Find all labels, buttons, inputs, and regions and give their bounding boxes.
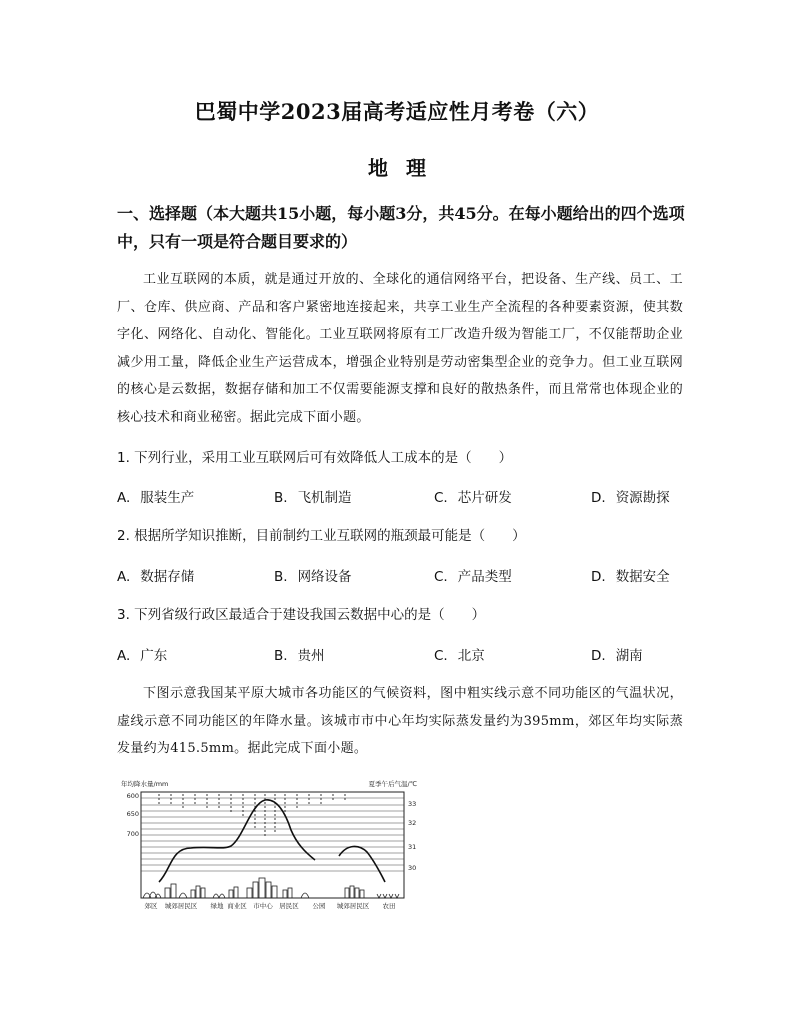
zone-label: 城郊居民区 [164,902,198,910]
zone-label: 城郊居民区 [336,902,370,910]
right-axis-label: 夏季午后气温/℃ [368,780,417,788]
option-d[interactable]: D. 资源勘探 [591,490,670,506]
section-heading: 一、选择题（本大题共15小题，每小题3分，共45分。在每小题给出的四个选项中，只有一项是符合题目要求的） [117,204,685,251]
zone-label: 公园 [312,902,326,910]
subject-title: 地理 [368,156,444,180]
option-b[interactable]: B. 飞机制造 [274,490,352,506]
climate-chart [119,778,419,913]
gridlines [141,798,404,871]
passage-1: 工业互联网的本质，就是通过开放的、全球化的通信网络平台，把设备、生产线、员工、工厂、仓库、供应商、产品和客户紧密地连接起来，共享工业生产全流程的各种要素资源，使其数字化、网络化、自动化、智能化。工业互联网将原有工厂改造升级为智能工厂，不仅能帮助企业减少用工量，降低企业生产运营成本，增强企业特别是劳动密集型企业的竞争力。但工业互联网的核心是云数据，数据存储和加工不仅需要能源支撑和良好的散热条件，而且常常也体现企业的核心技术和商业秘密。据此完成下面小题。 [117,272,683,425]
question-2-stem: 2. 根据所学知识推断，目前制约工业互联网的瓶颈最可能是（ ） [117,528,526,544]
temperature-curve-2 [339,846,385,882]
left-tick: 700 [126,830,139,838]
option-c[interactable]: C. 产品类型 [434,569,512,585]
zone-label: 农田 [382,902,396,910]
option-a[interactable]: A. 广东 [117,648,168,664]
zone-label: 市中心 [253,902,273,910]
option-b[interactable]: B. 贵州 [274,648,325,664]
zone-label: 居民区 [279,902,299,910]
option-d[interactable]: D. 数据安全 [591,569,670,585]
zone-label: 郊区 [144,902,158,910]
left-tick: 600 [126,792,139,800]
zone-label: 绿地 [210,902,224,910]
question-3-options [117,644,697,664]
question-3-stem: 3. 下列省级行政区最适合于建设我国云数据中心的是（ ） [117,607,486,623]
option-d[interactable]: D. 湖南 [591,648,643,664]
right-tick: 32 [408,819,417,827]
ground-icons [143,878,399,898]
question-2-options [117,565,697,585]
passage-2: 下图示意我国某平原大城市各功能区的气候资料，图中粗实线示意不同功能区的气温状况，虚线示意不同功能区的年降水量。该城市市中心年均实际蒸发量约为395mm，郊区年均实际蒸发量约为415.5mm。据此完成下面小题。 [117,686,683,756]
option-c[interactable]: C. 北京 [434,648,485,664]
precipitation-dashes [159,794,345,838]
plot-frame [141,792,404,898]
right-tick: 31 [408,843,417,851]
option-a[interactable]: A. 数据存储 [117,569,195,585]
exam-title: 巴蜀中学2023届高考适应性月考卷（六） [194,99,600,124]
question-1-options [117,486,697,506]
zone-label: 商业区 [227,902,247,910]
right-tick: 30 [408,864,417,872]
option-a[interactable]: A. 服装生产 [117,490,195,506]
question-1-stem: 1. 下列行业，采用工业互联网后可有效降低人工成本的是（ ） [117,450,513,466]
left-tick: 650 [126,810,139,818]
option-c[interactable]: C. 芯片研发 [434,490,512,506]
left-axis-label: 年均降水量/mm [121,780,169,788]
right-tick: 33 [408,800,417,808]
climate-figure [119,778,419,913]
option-b[interactable]: B. 网络设备 [274,569,352,585]
